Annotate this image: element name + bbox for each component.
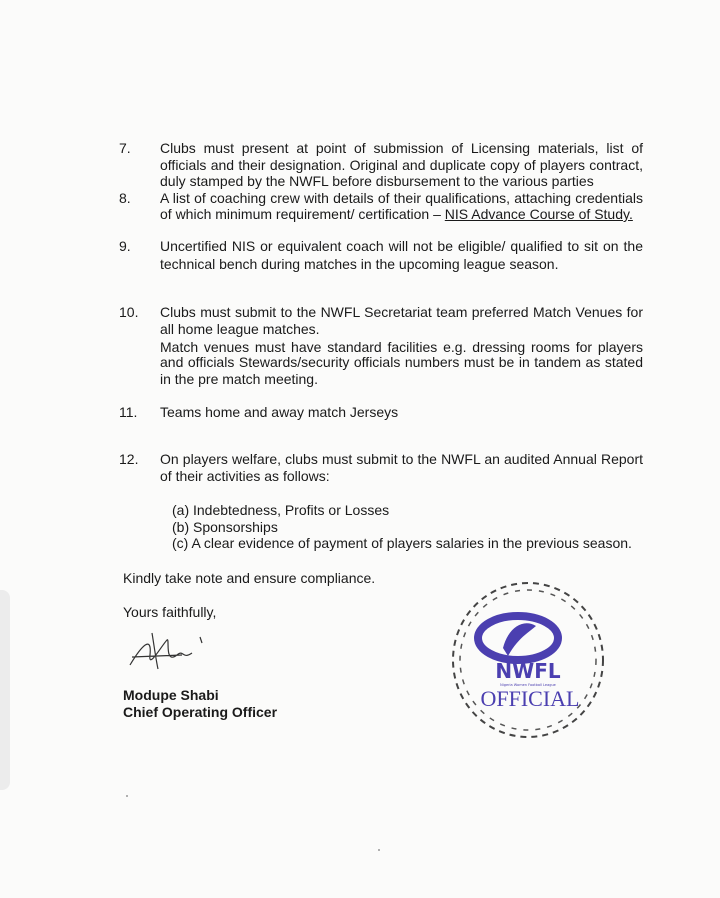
item-text-line (160, 173, 643, 189)
item-text-line (160, 256, 643, 272)
item-text-line (160, 238, 643, 254)
item-text-line (160, 404, 643, 420)
line-text: On players welfare, clubs must submit to the NWFL an audited Annual Report (160, 451, 643, 467)
line-text: all home league matches. (160, 321, 320, 337)
line-text: of their activities as follows: (160, 468, 330, 484)
line-text: Teams home and away match Jerseys (160, 404, 399, 420)
signatory-name: Modupe Shabi (123, 687, 219, 703)
welfare-subitem: (c) A clear evidence of payment of players salaries in the previous season. (172, 535, 632, 551)
item-number: 9. (119, 238, 131, 254)
item-text-line (160, 468, 643, 484)
item-number: 8. (119, 190, 131, 206)
item-number: 11. (119, 404, 138, 420)
underlined-text: NIS Advance Course of Study. (444, 206, 633, 222)
line-text: and officials Stewards/security officials numbers must be in tandem as stated (160, 354, 643, 370)
item-text-line (160, 157, 643, 173)
item-text-line (160, 190, 643, 206)
item-text-line (160, 339, 643, 355)
line-text: technical bench during matches in the upcoming league season. (160, 256, 559, 272)
stamp-tagline: Nigeria Women Football League (500, 683, 556, 687)
page-edge-shadow (0, 590, 10, 790)
item-text-line (160, 206, 643, 222)
item-text-line (160, 321, 643, 337)
closing-text: Kindly take note and ensure compliance. (123, 570, 376, 586)
scan-speck (378, 849, 380, 851)
welfare-subitem: (b) Sponsorships (172, 519, 278, 535)
item-text-line (160, 354, 643, 370)
item-text-line (160, 451, 643, 467)
signature (122, 625, 212, 675)
line-text: officials and their designation. Original and duplicate copy of players contract, (160, 157, 643, 173)
item-number: 10. (119, 304, 139, 320)
line-text: duly stamped by the NWFL before disbursement to the various parties (160, 173, 594, 189)
stamp-label: OFFICIAL (480, 686, 580, 711)
line-text: Uncertified NIS or equivalent coach will not be eligible/ qualified to sit on the (160, 238, 643, 254)
line-text: of which minimum requirement/ certification – (160, 206, 445, 222)
line-text: Match venues must have standard facilities e.g. dressing rooms for players (160, 339, 643, 355)
line-text: Clubs must submit to the NWFL Secretariat team preferred Match Venues for (160, 304, 643, 320)
line-text: Clubs must present at point of submission of Licensing materials, list of (160, 140, 643, 156)
line-text: in the pre match meeting. (160, 371, 318, 387)
nwfl-official-stamp (448, 578, 608, 743)
stamp-logo-text: NWFL (495, 659, 561, 683)
line-text: A list of coaching crew with details of their qualifications, attaching credentials (160, 190, 643, 206)
welfare-subitem: (a) Indebtedness, Profits or Losses (172, 502, 390, 518)
salutation: Yours faithfully, (123, 604, 217, 620)
scan-speck (126, 795, 128, 797)
item-text-line (160, 304, 643, 320)
signatory-title: Chief Operating Officer (123, 704, 278, 720)
item-number: 12. (119, 451, 139, 467)
item-text-line (160, 140, 643, 156)
item-text-line (160, 371, 643, 387)
stamp-graphic (448, 578, 608, 743)
item-number: 7. (119, 140, 131, 156)
